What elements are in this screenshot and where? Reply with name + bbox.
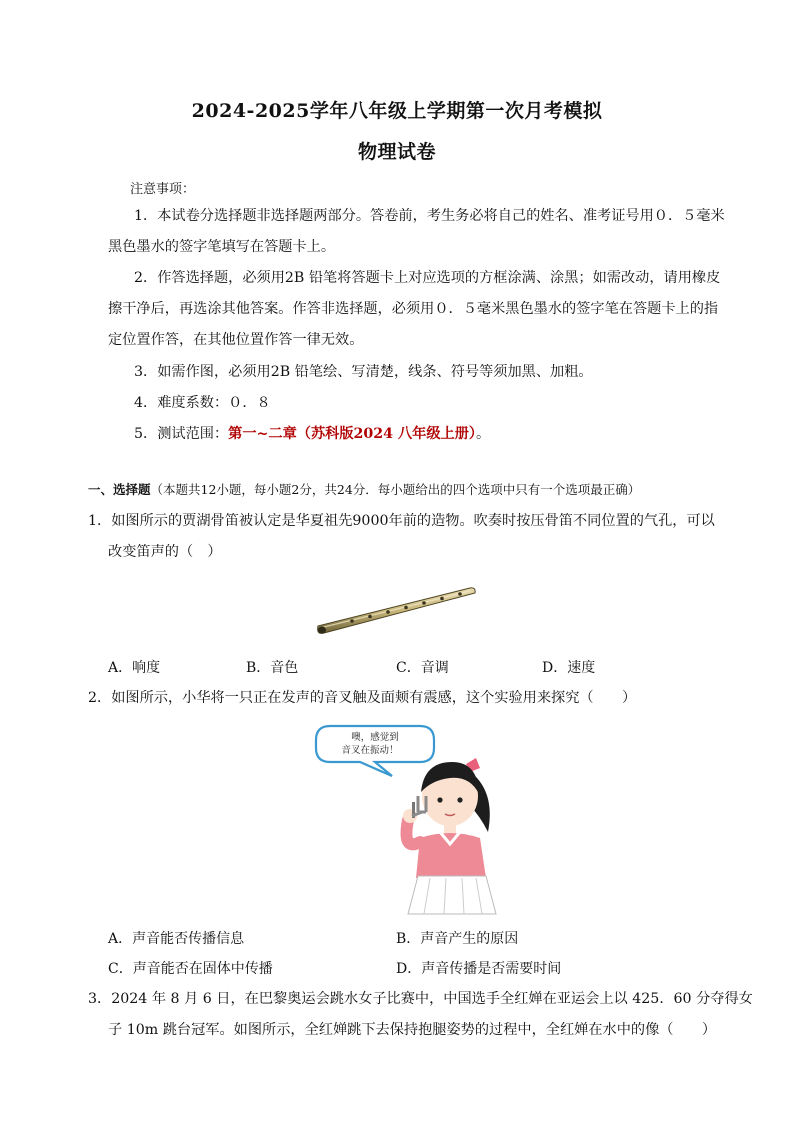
question-2-option-b: B．声音产生的原因 (396, 931, 519, 947)
test-range: 第一~二章（苏科版2024 八年级上册） (228, 426, 476, 442)
question-3-stem-line-1: 3．2024 年 8 月 6 日，在巴黎奥运会跳水女子比赛中，中国选手全红婵在亚运会上以 425．60 分夺得女 (88, 991, 753, 1007)
notice-item-5-suffix: 。 (476, 426, 491, 442)
notice-item-2-line-1: 2．作答选择题，必须用2B 铅笔将答题卡上对应选项的方框涂满、涂黑；如需改动，请用橡皮 (134, 270, 721, 286)
notice-item-1-line-1: 1．本试卷分选择题非选择题两部分。答卷前，考生务必将自己的姓名、准考证号用０．５毫米 (134, 208, 725, 224)
tuning-fork-girl-image (300, 720, 510, 915)
bubble-line-2: 音叉在振动！ (341, 745, 399, 756)
question-1-option-a: A．响度 (108, 660, 161, 676)
notice-item-3: 3．如需作图，必须用2B 铅笔绘、写清楚，线条、符号等须加黑、加粗。 (134, 364, 593, 380)
notice-item-5 (134, 424, 490, 444)
exam-title: 2024-2025学年八年级上学期第一次月考模拟 (191, 100, 603, 122)
question-2-stem: 2．如图所示，小华将一只正在发声的音叉触及面颊有震感，这个实验用来探究（ ） (88, 690, 637, 706)
question-1-option-b: B．音色 (246, 660, 299, 676)
section-note: （本题共12小题，每小题2分，共24分．每小题给出的四个选项中只有一个选项最正确） (150, 482, 641, 497)
notice-item-5-prefix: 5．测试范围： (134, 426, 229, 442)
bubble-line-1: 噢，感觉到 (351, 732, 399, 743)
exam-subject-title: 物理试卷 (357, 141, 436, 163)
notice-heading: 注意事项： (130, 182, 196, 197)
question-2-option-a: A．声音能否传播信息 (108, 931, 245, 947)
notice-item-1-line-2: 黑色墨水的签字笔填写在答题卡上。 (108, 239, 336, 255)
question-2-option-d: D．声音传播是否需要时间 (396, 961, 562, 977)
question-2-option-c: C．声音能否在固体中传播 (108, 961, 273, 977)
girl-tuning-fork-illustration (300, 720, 510, 915)
notice-item-2-line-2: 擦干净后，再选涂其他答案。作答非选择题，必须用０．５毫米黑色墨水的签字笔在答题卡上的指 (108, 301, 719, 317)
section-title: 一、选择题 (88, 482, 151, 497)
bone-flute-image (312, 578, 478, 638)
question-3-stem-line-2: 子 10m 跳台冠军。如图所示，全红婵跳下去保持抱腿姿势的过程中，全红婵在水中的像（ ） (108, 1022, 717, 1038)
bone-flute-illustration (312, 578, 478, 638)
question-1-option-d: D．速度 (542, 660, 596, 676)
notice-item-2-line-3: 定位置作答，在其他位置作答一律无效。 (108, 332, 364, 348)
notice-item-4: 4．难度系数：０．８ (134, 395, 271, 411)
question-1-option-c: C．音调 (396, 660, 449, 676)
question-1-stem-line-2: 改变笛声的（ ） (108, 544, 222, 560)
section-heading (88, 480, 640, 498)
question-1-stem-line-1: 1．如图所示的贾湖骨笛被认定是华夏祖先9000年前的造物。吹奏时按压骨笛不同位置的气孔，可以 (88, 513, 715, 529)
